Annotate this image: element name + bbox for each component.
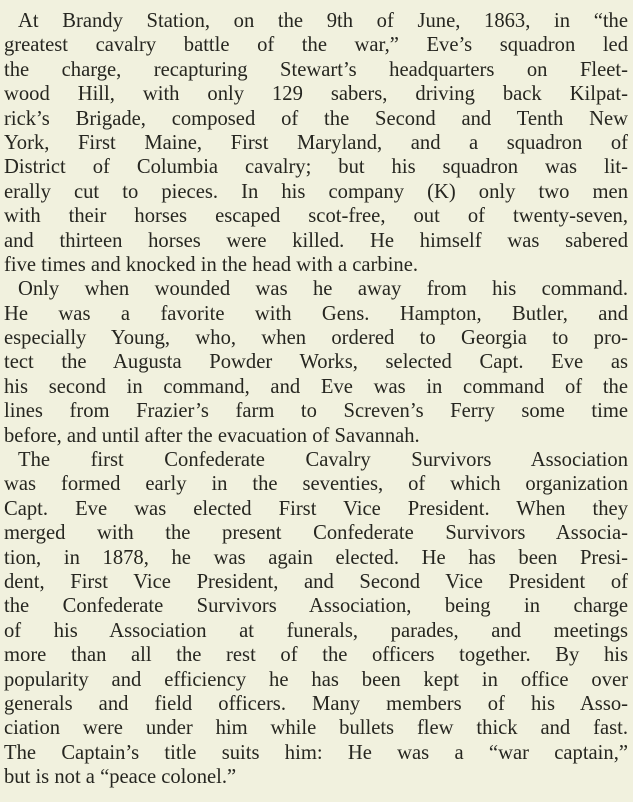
text-line: his second in command, and Eve was in command of the bbox=[4, 375, 628, 398]
paragraph bbox=[4, 9, 628, 277]
text-line: five times and knocked in the head with a carbine. bbox=[4, 253, 419, 276]
text-line: The Captain’s title suits him: He was a “war captain,” bbox=[4, 741, 628, 764]
text-line: more than all the rest of the officers together. By his bbox=[4, 644, 628, 667]
text-line: dent, First Vice President, and Second Vice President of bbox=[4, 570, 628, 593]
text-line: the Confederate Survivors Association, being in charge bbox=[4, 595, 628, 618]
text-line: ciation were under him while bullets flew thick and fast. bbox=[4, 717, 628, 740]
text-line: He was a favorite with Gens. Hampton, Butler, and bbox=[4, 302, 628, 325]
text-line: York, First Maine, First Maryland, and a squadron of bbox=[4, 131, 628, 154]
text-line: popularity and efficiency he has been kept in office over bbox=[4, 668, 628, 691]
paragraph bbox=[4, 277, 628, 448]
text-line: was formed early in the seventies, of which organization bbox=[4, 473, 628, 496]
text-line: merged with the present Confederate Survivors Associa- bbox=[4, 522, 628, 545]
text-line: erally cut to pieces. In his company (K) only two men bbox=[4, 180, 628, 203]
text-line: tect the Augusta Powder Works, selected Capt. Eve as bbox=[4, 351, 628, 374]
text-line: especially Young, who, when ordered to Georgia to pro- bbox=[4, 327, 628, 350]
text-line: District of Columbia cavalry; but his squadron was lit- bbox=[4, 156, 628, 179]
text-line: but is not a “peace colonel.” bbox=[4, 766, 237, 789]
text-line: Capt. Eve was elected First Vice President. When they bbox=[4, 497, 628, 520]
text-line: Only when wounded was he away from his command. bbox=[18, 278, 628, 301]
text-line: greatest cavalry battle of the war,” Eve’s squadron led bbox=[4, 34, 628, 57]
text-line: of his Association at funerals, parades, and meetings bbox=[4, 619, 628, 642]
text-line: with their horses escaped scot-free, out of twenty-seven, bbox=[4, 205, 628, 228]
text-line: before, and until after the evacuation of Savannah. bbox=[4, 424, 420, 447]
text-line: the charge, recapturing Stewart’s headquarters on Fleet- bbox=[4, 58, 628, 81]
text-line: At Brandy Station, on the 9th of June, 1863, in “the bbox=[18, 10, 628, 32]
text-line: rick’s Brigade, composed of the Second and Tenth New bbox=[4, 107, 628, 130]
text-line: tion, in 1878, he was again elected. He has been Presi- bbox=[4, 546, 628, 569]
text-line: generals and field officers. Many members of his Asso- bbox=[4, 692, 628, 715]
body-text bbox=[4, 9, 628, 790]
text-line: wood Hill, with only 129 sabers, driving back Kilpat- bbox=[4, 83, 628, 106]
text-line: The first Confederate Cavalry Survivors Association bbox=[18, 449, 628, 472]
text-line: lines from Frazier’s farm to Screven’s Ferry some time bbox=[4, 400, 628, 423]
text-line: and thirteen horses were killed. He himself was sabered bbox=[4, 229, 628, 252]
paragraph bbox=[4, 448, 628, 789]
